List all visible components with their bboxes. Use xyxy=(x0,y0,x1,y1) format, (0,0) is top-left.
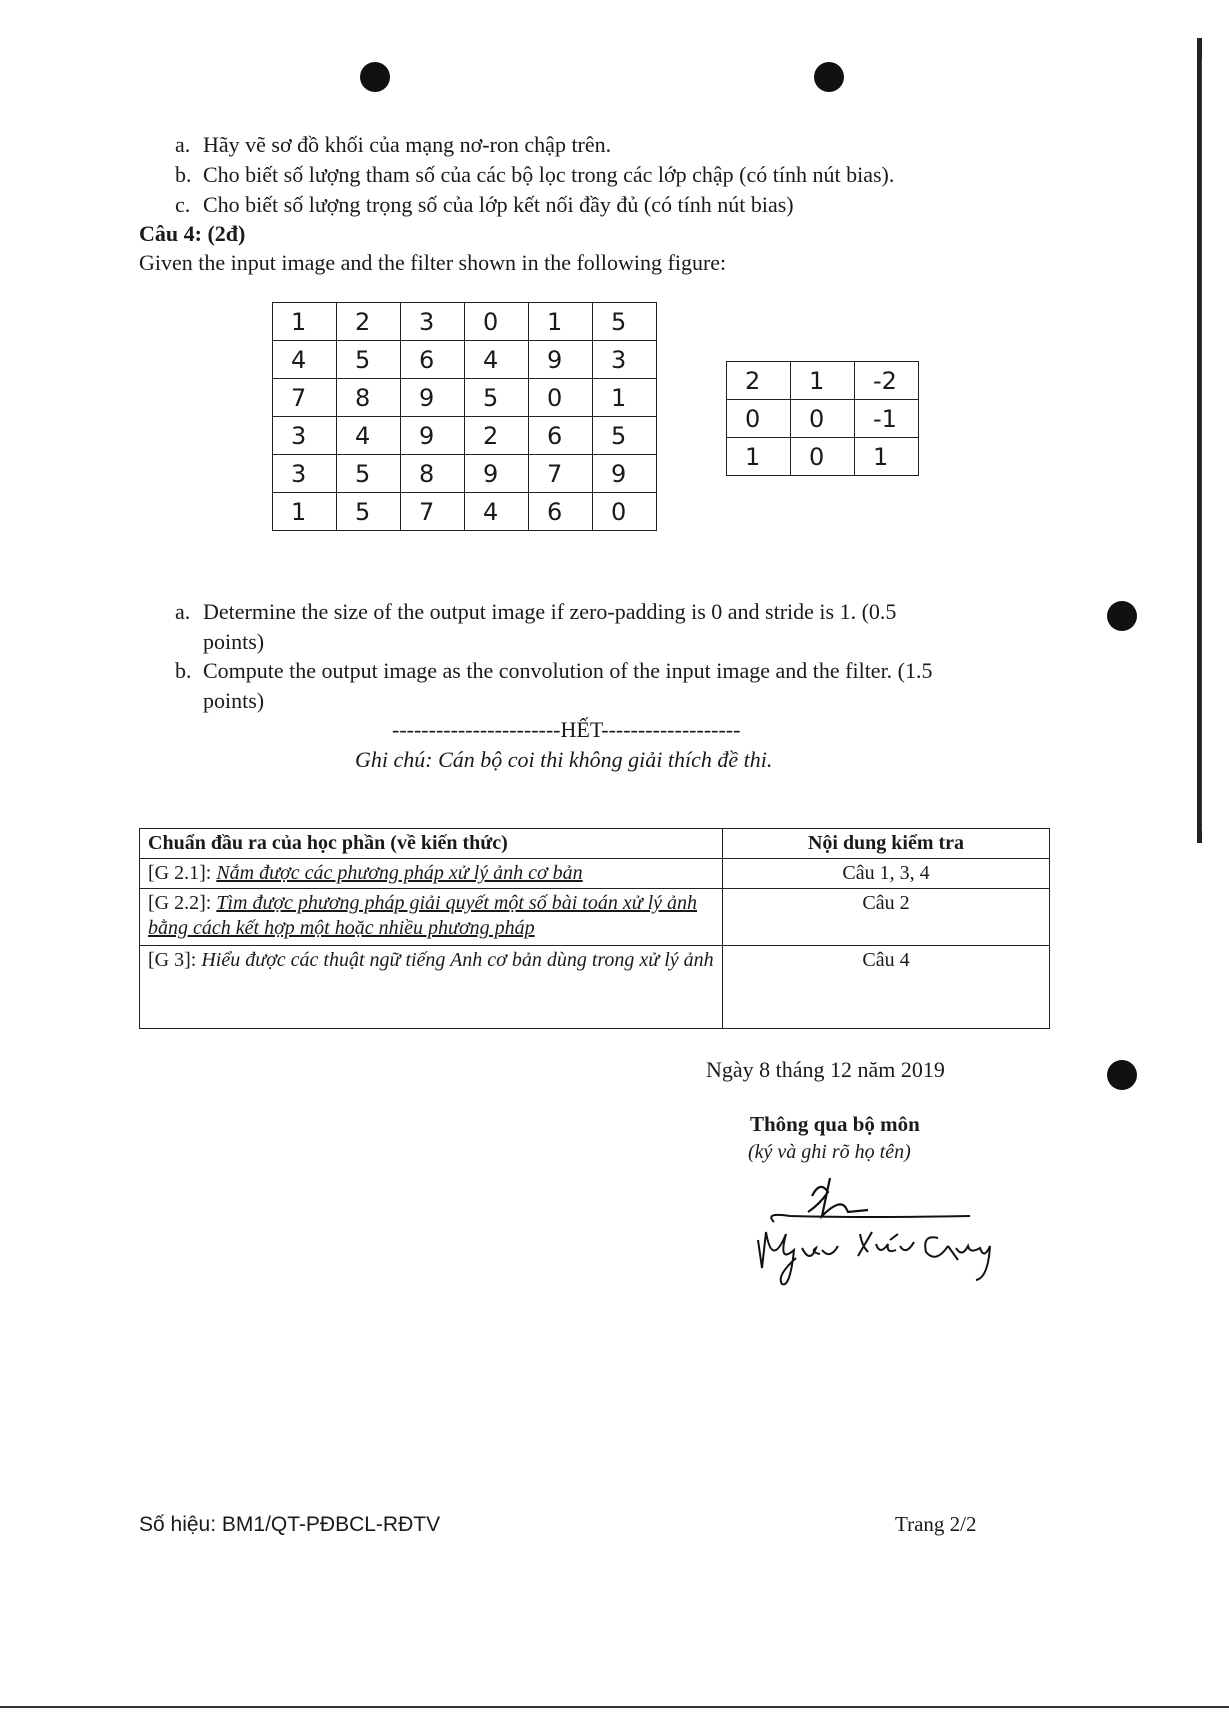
grid-cell: 9 xyxy=(401,417,465,455)
check-cell: Câu 1, 3, 4 xyxy=(723,859,1050,889)
check-cell: Câu 2 xyxy=(723,889,1050,946)
end-mark: -----------------------HẾT------------------- xyxy=(392,717,741,742)
grid-cell: 0 xyxy=(727,400,791,438)
grid-cell: 3 xyxy=(593,341,657,379)
grid-cell: 4 xyxy=(465,493,529,531)
grid-cell: 7 xyxy=(401,493,465,531)
grid-row xyxy=(727,400,919,438)
grid-cell: 9 xyxy=(593,455,657,493)
grid-cell: 5 xyxy=(337,455,401,493)
page-number: Trang 2/2 xyxy=(895,1512,977,1536)
grid-row xyxy=(273,493,657,531)
outcome-desc: Nắm được các phương pháp xử lý ảnh cơ bản xyxy=(216,862,583,884)
grid-cell: 6 xyxy=(401,341,465,379)
grid-cell: 5 xyxy=(465,379,529,417)
grid-cell: 6 xyxy=(529,493,593,531)
grid-cell: 4 xyxy=(337,417,401,455)
scan-edge xyxy=(1201,60,1204,830)
table-row xyxy=(140,889,1050,946)
grid-row xyxy=(273,303,657,341)
grid-cell: 3 xyxy=(273,417,337,455)
table-row xyxy=(140,946,1050,1029)
grid-cell: 1 xyxy=(791,362,855,400)
outcome-desc: Tìm được phương pháp giải quyết một số bài toán xử lý ảnh bằng cách kết hợp một hoặc nhiều phương pháp xyxy=(148,892,698,939)
grid-cell: 5 xyxy=(593,303,657,341)
grid-row xyxy=(727,438,919,476)
grid-cell: 9 xyxy=(529,341,593,379)
grid-cell: 9 xyxy=(465,455,529,493)
grid-cell: 8 xyxy=(401,455,465,493)
grid-cell: 7 xyxy=(529,455,593,493)
check-cell: Câu 4 xyxy=(723,946,1050,1029)
punch-hole xyxy=(814,62,844,92)
question-4-part-a-cont: points) xyxy=(203,629,265,654)
grid-cell: 4 xyxy=(273,341,337,379)
grid-cell: 5 xyxy=(593,417,657,455)
grid-cell: 5 xyxy=(337,493,401,531)
grid-cell: -1 xyxy=(855,400,919,438)
grid-cell: 1 xyxy=(727,438,791,476)
grid-cell: 6 xyxy=(529,417,593,455)
question-4-part-b-cont: points) xyxy=(203,688,265,713)
table-row xyxy=(140,859,1050,889)
table-header: Chuẩn đầu ra của học phần (về kiến thức) xyxy=(140,829,723,859)
outcome-cell xyxy=(140,859,723,889)
grid-cell: 0 xyxy=(791,400,855,438)
grid-cell: 0 xyxy=(465,303,529,341)
question-4-title: Câu 4: (2đ) xyxy=(139,221,246,246)
grid-cell: 1 xyxy=(593,379,657,417)
grid-cell: 1 xyxy=(529,303,593,341)
prev-question-b: b. Cho biết số lượng tham số của các bộ lọc trong các lớp chập (có tính nút bias). xyxy=(175,162,895,187)
grid-row xyxy=(273,341,657,379)
grid-cell: 2 xyxy=(465,417,529,455)
grid-cell: 0 xyxy=(593,493,657,531)
question-4-intro: Given the input image and the filter shown in the following figure: xyxy=(139,250,727,275)
grid-cell: 8 xyxy=(337,379,401,417)
outcome-code: [G 2.2]: xyxy=(148,892,212,914)
grid-cell: 5 xyxy=(337,341,401,379)
grid-cell: 2 xyxy=(727,362,791,400)
outcome-desc: Hiểu được các thuật ngữ tiếng Anh cơ bản dùng trong xử lý ảnh xyxy=(201,949,714,971)
grid-cell: 2 xyxy=(337,303,401,341)
prev-question-c: c. Cho biết số lượng trọng số của lớp kết nối đầy đủ (có tính nút bias) xyxy=(175,192,794,217)
grid-cell: 0 xyxy=(791,438,855,476)
signature xyxy=(750,1168,1020,1298)
grid-row xyxy=(273,379,657,417)
outcome-cell xyxy=(140,946,723,1029)
scan-edge xyxy=(0,1706,1229,1708)
grid-cell: 9 xyxy=(401,379,465,417)
filter-grid xyxy=(726,361,919,476)
approval-subtitle: (ký và ghi rõ họ tên) xyxy=(748,1141,911,1163)
grid-cell: 3 xyxy=(273,455,337,493)
grid-row xyxy=(273,455,657,493)
exam-date: Ngày 8 tháng 12 năm 2019 xyxy=(706,1057,945,1082)
grid-cell: 1 xyxy=(855,438,919,476)
grid-cell: 4 xyxy=(465,341,529,379)
exam-note: Ghi chú: Cán bộ coi thi không giải thích đề thi. xyxy=(355,747,773,772)
grid-cell: -2 xyxy=(855,362,919,400)
outcome-code: [G 2.1]: xyxy=(148,862,212,884)
prev-question-a: a. Hãy vẽ sơ đồ khối của mạng nơ-ron chập trên. xyxy=(175,132,612,157)
punch-hole xyxy=(1107,601,1137,631)
grid-cell: 0 xyxy=(529,379,593,417)
question-4-part-b: b. Compute the output image as the convolution of the input image and the filter. (1.5 xyxy=(175,658,933,683)
table-header-row xyxy=(140,829,1050,859)
input-image-grid xyxy=(272,302,657,531)
punch-hole xyxy=(360,62,390,92)
outcome-cell xyxy=(140,889,723,946)
grid-row xyxy=(727,362,919,400)
learning-outcomes-table xyxy=(139,828,1050,1029)
punch-hole xyxy=(1107,1060,1137,1090)
approval-title: Thông qua bộ môn xyxy=(750,1112,920,1136)
grid-cell: 1 xyxy=(273,303,337,341)
grid-cell: 3 xyxy=(401,303,465,341)
grid-cell: 1 xyxy=(273,493,337,531)
grid-row xyxy=(273,417,657,455)
table-header: Nội dung kiểm tra xyxy=(723,829,1050,859)
grid-cell: 7 xyxy=(273,379,337,417)
outcome-code: [G 3]: xyxy=(148,949,197,971)
document-code: Số hiệu: BM1/QT-PĐBCL-RĐTV xyxy=(139,1513,441,1536)
question-4-part-a: a. Determine the size of the output image if zero-padding is 0 and stride is 1. (0.5 xyxy=(175,599,897,624)
